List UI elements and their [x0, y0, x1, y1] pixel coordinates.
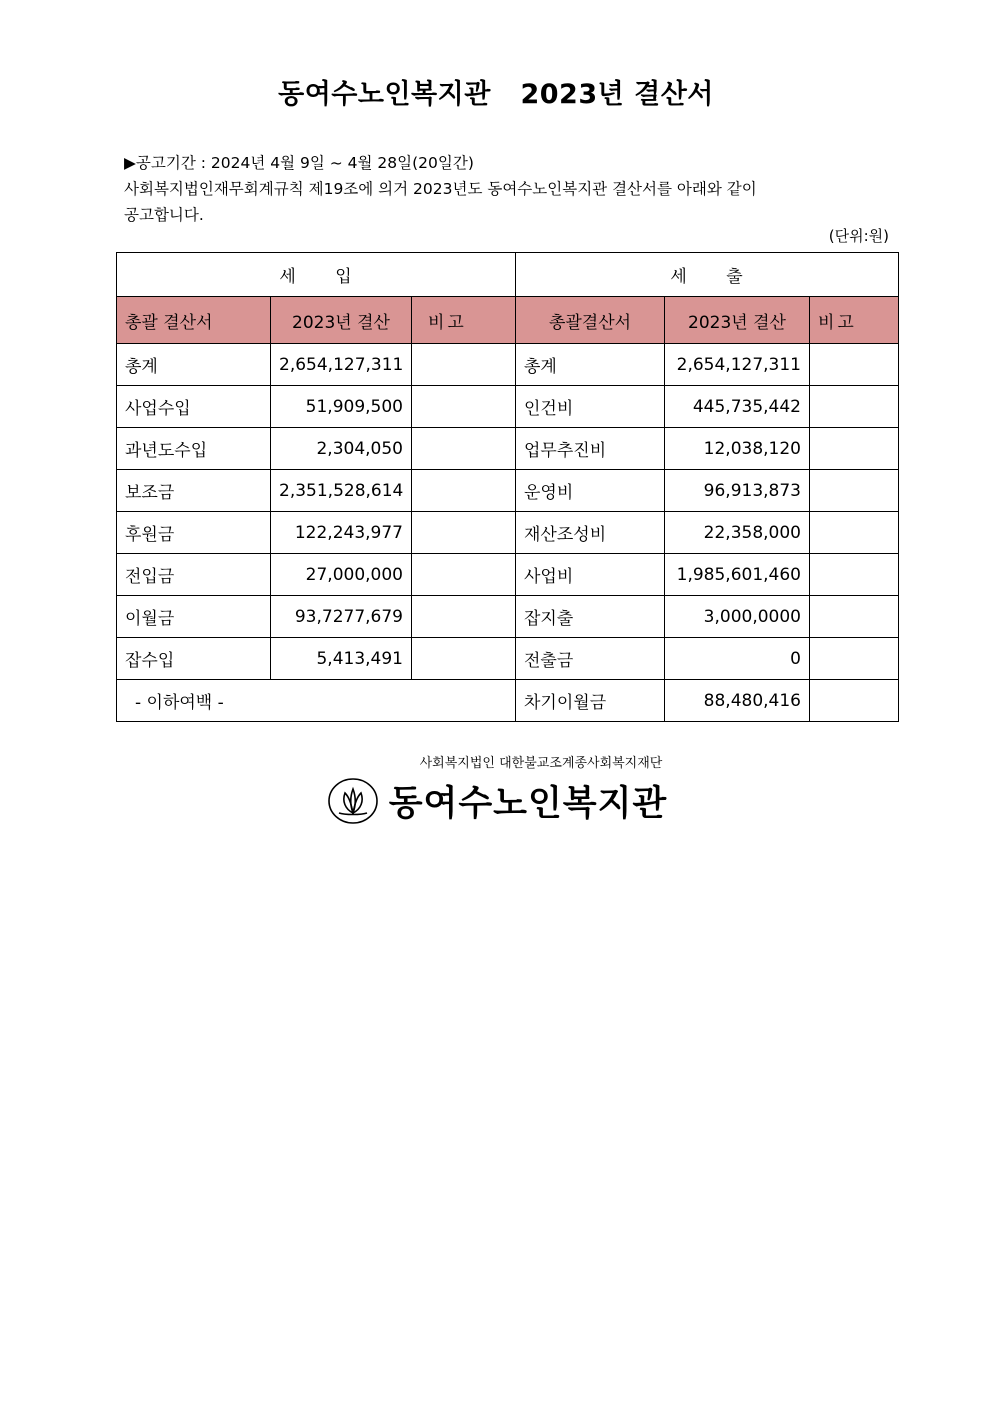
expense-item: 재산조성비 [516, 512, 665, 554]
income-item: 이월금 [117, 596, 271, 638]
income-amount: 2,351,528,614 [271, 470, 412, 512]
expense-item: 잡지출 [516, 596, 665, 638]
income-item: 과년도수입 [117, 428, 271, 470]
income-note [412, 386, 516, 428]
footer-center-name: 동여수노인복지관 [388, 784, 668, 824]
expense-amount: 445,735,442 [665, 386, 810, 428]
header-expense-note: 비고 [810, 297, 899, 344]
table-row [117, 512, 899, 554]
settlement-table [116, 252, 899, 722]
lotus-logo-icon [325, 775, 383, 827]
expense-amount: 3,000,0000 [665, 596, 810, 638]
table-row [117, 470, 899, 512]
expense-note [810, 638, 899, 680]
expense-note [810, 344, 899, 386]
expense-note [810, 428, 899, 470]
footer-logo-block [0, 752, 992, 831]
expense-amount: 96,913,873 [665, 470, 810, 512]
income-item: 후원금 [117, 512, 271, 554]
income-item: 전입금 [117, 554, 271, 596]
expense-amount: 88,480,416 [665, 680, 810, 722]
expense-item: 차기이월금 [516, 680, 665, 722]
document-title: 동여수노인복지관 2023년 결산서 [278, 79, 714, 110]
header-expense-amount: 2023년 결산 [665, 297, 810, 344]
income-section-title: 세 입 [117, 253, 516, 297]
income-note [412, 596, 516, 638]
income-note [412, 638, 516, 680]
table-row [117, 554, 899, 596]
expense-section-title: 세 출 [516, 253, 899, 297]
table-row [117, 428, 899, 470]
income-amount: 2,304,050 [271, 428, 412, 470]
income-note [412, 554, 516, 596]
expense-note [810, 386, 899, 428]
income-item: 사업수입 [117, 386, 271, 428]
notice-line-2: 공고합니다. [124, 206, 204, 224]
expense-amount: 1,985,601,460 [665, 554, 810, 596]
income-note [412, 512, 516, 554]
income-amount: 2,654,127,311 [271, 344, 412, 386]
income-note [412, 428, 516, 470]
income-item: 보조금 [117, 470, 271, 512]
expense-note [810, 554, 899, 596]
expense-item: 인건비 [516, 386, 665, 428]
notice-period: ▶공고기간 : 2024년 4월 9일 ~ 4월 28일(20일간) [124, 154, 474, 172]
expense-amount: 22,358,000 [665, 512, 810, 554]
table-row [117, 638, 899, 680]
expense-amount: 0 [665, 638, 810, 680]
income-amount: 93,7277,679 [271, 596, 412, 638]
income-note [412, 344, 516, 386]
income-amount: 51,909,500 [271, 386, 412, 428]
header-expense-item: 총괄결산서 [516, 297, 665, 344]
footer-organization: 사회복지법인 대한불교조계종사회복지재단 [419, 756, 663, 771]
header-income-amount: 2023년 결산 [271, 297, 412, 344]
column-header-row [117, 297, 899, 344]
income-blank-marker: - 이하여백 - [117, 680, 516, 722]
table-row [117, 344, 899, 386]
income-item: 잡수입 [117, 638, 271, 680]
unit-label: (단위:원) [828, 227, 889, 245]
header-income-note: 비고 [412, 297, 516, 344]
expense-item: 업무추진비 [516, 428, 665, 470]
header-income-item: 총괄 결산서 [117, 297, 271, 344]
expense-note [810, 512, 899, 554]
income-item: 총계 [117, 344, 271, 386]
footer-brand [325, 775, 667, 827]
expense-amount: 12,038,120 [665, 428, 810, 470]
expense-item: 총계 [516, 344, 665, 386]
section-header-row [117, 253, 899, 297]
income-note [412, 470, 516, 512]
expense-note [810, 680, 899, 722]
table-row [117, 386, 899, 428]
table-row [117, 596, 899, 638]
expense-item: 전출금 [516, 638, 665, 680]
expense-amount: 2,654,127,311 [665, 344, 810, 386]
expense-note [810, 470, 899, 512]
expense-note [810, 596, 899, 638]
notice-line-1: 사회복지법인재무회계규칙 제19조에 의거 2023년도 동여수노인복지관 결산서를 아래와 같이 [124, 180, 757, 198]
income-amount: 122,243,977 [271, 512, 412, 554]
expense-item: 사업비 [516, 554, 665, 596]
table-row-last [117, 680, 899, 722]
income-amount: 27,000,000 [271, 554, 412, 596]
income-amount: 5,413,491 [271, 638, 412, 680]
expense-item: 운영비 [516, 470, 665, 512]
notice-text [124, 150, 844, 228]
